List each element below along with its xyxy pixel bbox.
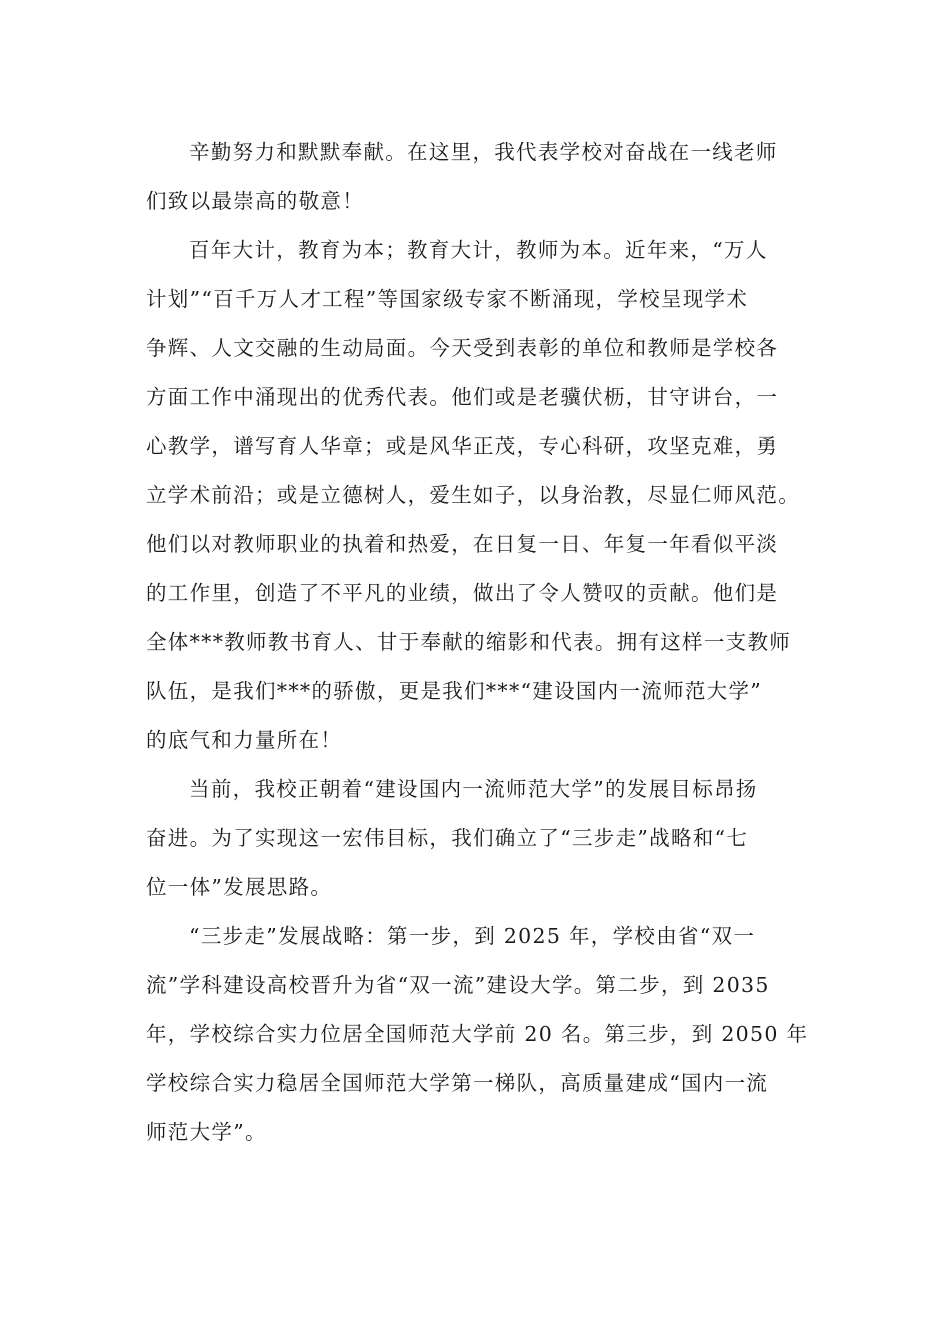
text-line: “三步走”发展战略：第一步，到 2025 年，学校由省“双一 [189, 924, 756, 948]
text-line: 百年大计，教育为本；教育大计，教师为本。近年来，“万人 [189, 238, 768, 262]
text-line: 的工作里，创造了不平凡的业绩，做出了令人赞叹的贡献。他们是 [146, 581, 779, 605]
paragraph-tribute [146, 128, 806, 226]
text-line: 师范大学”。 [146, 1120, 267, 1144]
text-line: 全体***教师教书育人、甘于奉献的缩影和代表。拥有这样一支教师 [146, 630, 792, 654]
text-line: 立学术前沿；或是立德树人，爱生如子，以身治教，尽显仁师风范。 [146, 483, 800, 507]
text-line: 年，学校综合实力位居全国师范大学前 20 名。第三步，到 2050 年 [146, 1022, 809, 1046]
text-line: 他们以对教师职业的执着和热爱，在日复一日、年复一年看似平淡 [146, 532, 779, 556]
text-line: 当前，我校正朝着“建设国内一流师范大学”的发展目标昂扬 [189, 777, 758, 801]
text-line: 奋进。为了实现这一宏伟目标，我们确立了“三步走”战略和“七 [146, 826, 749, 850]
text-line: 学校综合实力稳居全国师范大学第一梯队，高质量建成“国内一流 [146, 1071, 769, 1095]
text-line: 们致以最崇高的敬意！ [146, 189, 364, 213]
paragraph-goal [146, 765, 806, 912]
paragraph-strategy [146, 912, 809, 1157]
document-body [146, 128, 809, 1157]
text-line: 方面工作中涌现出的优秀代表。他们或是老骥伏枥，甘守讲台，一 [146, 385, 779, 409]
text-line: 位一体”发展思路。 [146, 875, 333, 899]
text-line: 计划”“百千万人才工程”等国家级专家不断涌现，学校呈现学术 [146, 287, 749, 311]
paragraph-teachers [146, 226, 806, 765]
text-line: 心教学，谱写育人华章；或是风华正茂，专心科研，攻坚克难，勇 [146, 434, 779, 458]
text-line: 辛勤努力和默默奉献。在这里，我代表学校对奋战在一线老师 [189, 140, 778, 164]
text-line: 流”学科建设高校晋升为省“双一流”建设大学。第二步，到 2035 [146, 973, 770, 997]
text-line: 争辉、人文交融的生动局面。今天受到表彰的单位和教师是学校各 [146, 336, 779, 360]
text-line: 的底气和力量所在！ [146, 728, 343, 752]
text-line: 队伍，是我们***的骄傲，更是我们***“建设国内一流师范大学” [146, 679, 763, 703]
